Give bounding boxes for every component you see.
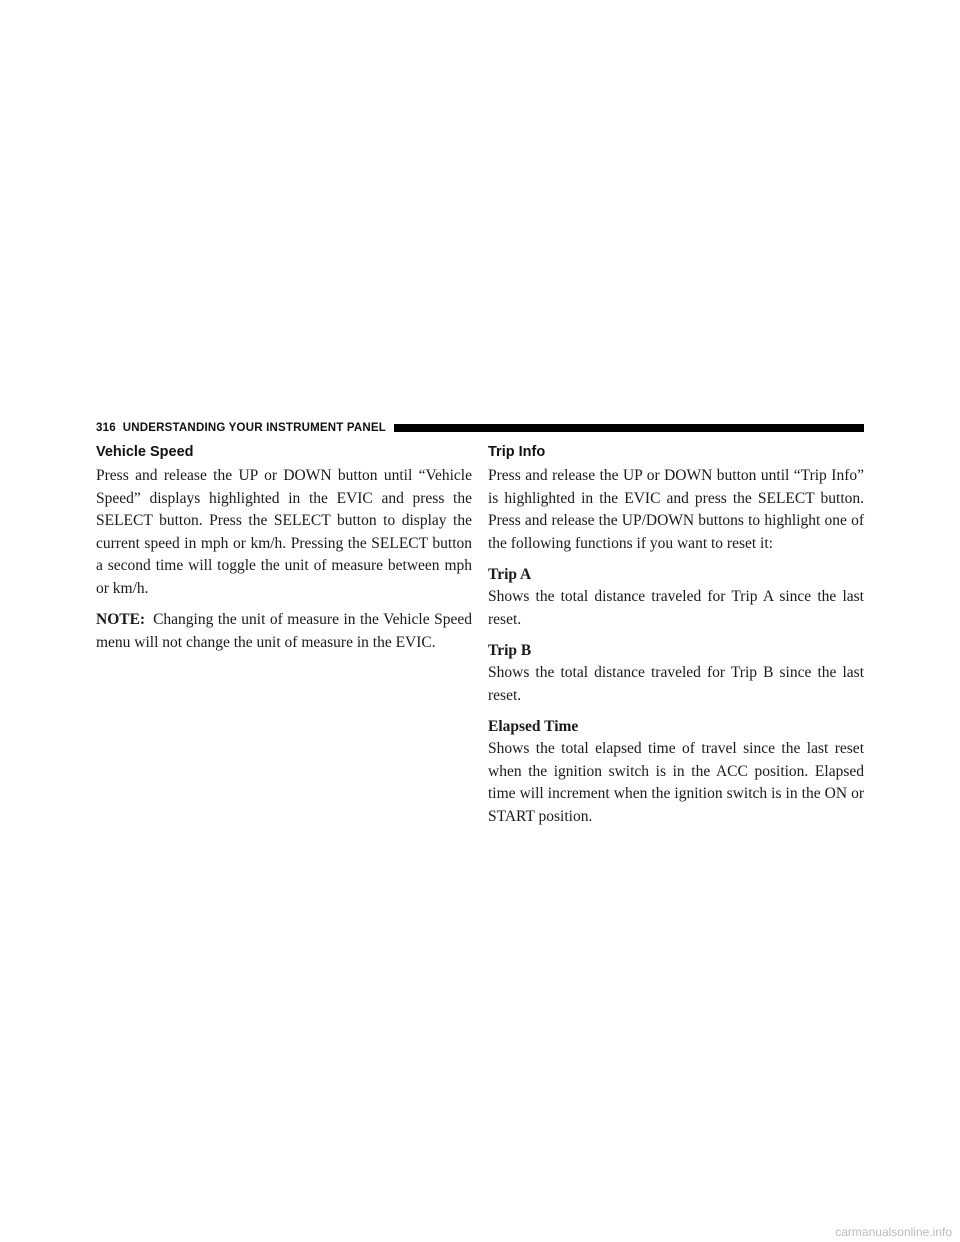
- trip-b-paragraph: Shows the total distance traveled for Trip B since the last reset.: [488, 664, 864, 704]
- elapsed-time-heading: Elapsed Time: [488, 718, 579, 735]
- trip-b-heading: Trip B: [488, 642, 532, 659]
- footer-watermark: carmanualsonline.info: [835, 1225, 952, 1239]
- trip-info-paragraph: Press and release the UP or DOWN button until “Trip Info” is highlighted in the EVIC and press the SELECT button. Press and release the UP/DOWN buttons to highlight one of the following functions if you want to reset it:: [488, 467, 864, 552]
- page-header: [96, 419, 864, 437]
- header-rule: [394, 424, 864, 432]
- section-title: UNDERSTANDING YOUR INSTRUMENT PANEL: [122, 422, 386, 434]
- vehicle-speed-heading: Vehicle Speed: [96, 444, 194, 460]
- note-label: NOTE:: [96, 611, 146, 628]
- right-column: [488, 441, 864, 837]
- vehicle-speed-paragraph: Press and release the UP or DOWN button until “Vehicle Speed” displays highlighted in the EVIC and press the SELECT button. Press the SELECT button to display the current speed in mph or km/h. Pressing the SELECT button a second time will toggle the unit of measure between mph or km/h.: [96, 467, 472, 597]
- page-number: 316: [96, 422, 116, 434]
- trip-info-heading: Trip Info: [488, 444, 546, 460]
- note-text: Changing the unit of measure in the Vehicle Speed menu will not change the unit of measure in the EVIC.: [96, 611, 472, 651]
- trip-a-paragraph: Shows the total distance traveled for Trip A since the last reset.: [488, 588, 864, 628]
- note-paragraph: [96, 609, 472, 654]
- trip-a-heading: Trip A: [488, 566, 532, 583]
- elapsed-time-paragraph: Shows the total elapsed time of travel since the last reset when the ignition switch is in the ACC position. Elapsed time will increment when the ignition switch is in the ON or START position.: [488, 740, 864, 825]
- left-column: [96, 441, 472, 663]
